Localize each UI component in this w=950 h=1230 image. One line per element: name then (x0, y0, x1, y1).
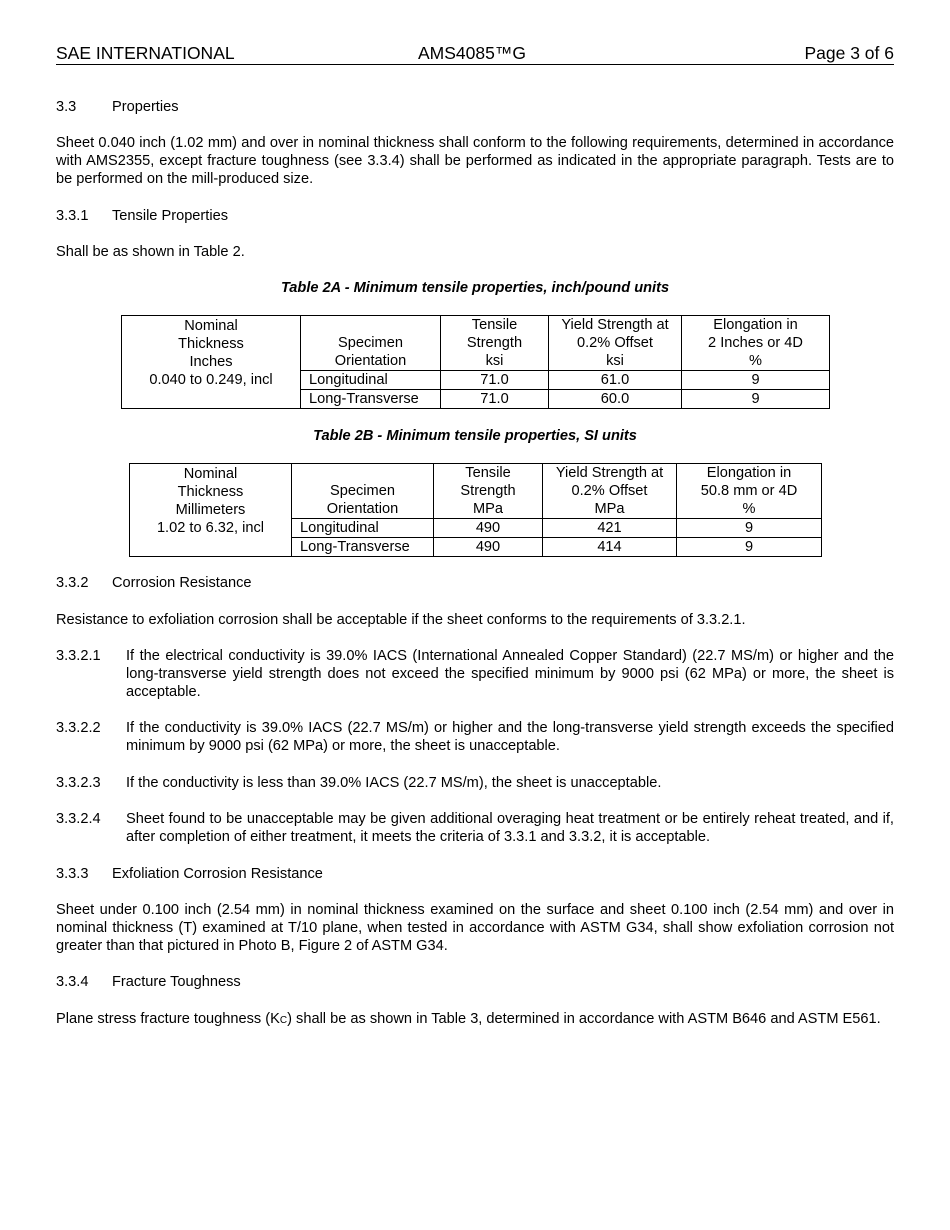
item-number: 3.3.2.2 (56, 720, 101, 736)
header-line: Millimeters (175, 501, 246, 518)
item-number: 3.3.2.4 (56, 811, 101, 827)
column-header (543, 464, 677, 519)
header-line: Strength (466, 335, 523, 351)
section-title: Properties (112, 99, 179, 115)
section-3-3-3-heading (56, 865, 894, 883)
section-title: Fracture Toughness (112, 974, 241, 990)
section-3-3-4-heading (56, 973, 894, 991)
header-line (292, 464, 433, 482)
list-item (56, 810, 894, 846)
list-item (56, 774, 894, 792)
header-line: Inches (189, 353, 233, 370)
header-line: 2 Inches or 4D (708, 335, 803, 351)
header-page: Page 3 of 6 (804, 43, 894, 63)
header-doc-id: AMS4085™G (418, 43, 526, 63)
header-line: 0.2% Offset (571, 483, 648, 499)
table-cell: 421 (543, 519, 677, 538)
section-3-3-2-heading (56, 574, 894, 592)
header-line: Strength (460, 483, 516, 499)
table-row (130, 519, 822, 538)
header-line: Yield Strength at (555, 465, 664, 481)
column-header (677, 464, 822, 519)
item-text: If the electrical conductivity is 39.0% IACS (International Annealed Copper Standard) (22.7 MS/m) or higher and the long-transverse yield strength does not exceed the specified minimum by 9000 psi (62 MPa) or more, the sheet is acceptable. (126, 648, 894, 700)
header-line (301, 316, 440, 334)
section-3-3-text: Sheet 0.040 inch (1.02 mm) and over in nominal thickness shall conform to the following requirements, determined in accordance with AMS2355, except fracture toughness (see 3.3.4) shall be performed as indicated in the appropriate paragraph. Tests are to be performed on the mill-produced size. (56, 135, 894, 187)
section-title: Tensile Properties (112, 208, 228, 224)
header-line: ksi (606, 353, 624, 369)
header-line: MPa (594, 501, 625, 517)
header-line: Nominal (184, 317, 238, 334)
header-line: Specimen (338, 335, 403, 351)
section-3-3-2-text: Resistance to exfoliation corrosion shall be acceptable if the sheet conforms to the requirements of 3.3.2.1. (56, 612, 746, 628)
table-cell: 9 (682, 371, 830, 390)
header-line: Elongation in (713, 317, 798, 333)
table-2a-caption: Table 2A - Minimum tensile properties, inch/pound units (280, 280, 670, 296)
header-line: % (749, 353, 762, 369)
header-line: Elongation in (706, 465, 792, 481)
table-cell: 9 (682, 390, 830, 409)
table-header-row (130, 464, 822, 519)
thickness-cell: 0.040 to 0.249, incl (122, 371, 301, 409)
header-line: Yield Strength at (561, 317, 669, 333)
section-title: Exfoliation Corrosion Resistance (112, 866, 323, 882)
table-cell: 60.0 (549, 390, 682, 409)
section-number: 3.3.3 (56, 866, 89, 882)
header-line: % (742, 501, 756, 517)
column-header (292, 464, 434, 519)
list-item (56, 719, 894, 755)
table-row (122, 371, 830, 390)
item-text: If the conductivity is less than 39.0% IACS (22.7 MS/m), the sheet is unacceptable. (126, 775, 662, 791)
thickness-cell: 1.02 to 6.32, incl (130, 519, 292, 557)
subscript: C (279, 1015, 288, 1026)
table-cell: 71.0 (441, 390, 549, 409)
item-number: 3.3.2.1 (56, 648, 101, 664)
section-3-3-4-text (56, 1010, 894, 1030)
item-text: If the conductivity is 39.0% IACS (22.7 MS/m) or higher and the long-transverse yield strength exceeds the specified minimum by 9000 psi (62 MPa) or more, the sheet is unacceptable. (126, 720, 894, 754)
header-line: 50.8 mm or 4D (700, 483, 798, 499)
table-2a (121, 315, 830, 409)
table-header-row (122, 316, 830, 371)
table-cell: 414 (543, 538, 677, 557)
header-line: Tensile (471, 317, 518, 333)
table-cell: Longitudinal (301, 371, 441, 390)
table-2b (129, 463, 822, 557)
header-line: Thickness (178, 335, 244, 352)
header-line: 0.2% Offset (577, 335, 653, 351)
column-header (130, 464, 292, 519)
table-cell: Longitudinal (292, 519, 434, 538)
section-3-3-1-heading (56, 207, 894, 225)
header-line: Tensile (465, 465, 511, 481)
section-number: 3.3 (56, 99, 77, 115)
table-2b-caption: Table 2B - Minimum tensile properties, SI units (313, 428, 637, 444)
table-cell: 9 (677, 538, 822, 557)
header-line: Orientation (334, 353, 407, 369)
table-cell: 9 (677, 519, 822, 538)
section-number: 3.3.1 (56, 208, 89, 224)
column-header (122, 316, 301, 371)
header-org: SAE INTERNATIONAL (56, 43, 235, 63)
table-cell: Long-Transverse (301, 390, 441, 409)
table-cell: 71.0 (441, 371, 549, 390)
section-title: Corrosion Resistance (112, 575, 252, 591)
header-line: MPa (472, 501, 503, 517)
column-header (441, 316, 549, 371)
section-3-3-1-text: Shall be as shown in Table 2. (56, 244, 245, 260)
section-3-3-heading (56, 98, 894, 116)
section-number: 3.3.2 (56, 575, 89, 591)
item-number: 3.3.2.3 (56, 775, 101, 791)
text: Plane stress fracture toughness (K (56, 1011, 280, 1027)
item-text: Sheet found to be unacceptable may be given additional overaging heat treatment or be entirely reheat treated, and if, after completion of either treatment, it meets the criteria of 3.3.1 and 3.3.2, it is acceptable. (126, 811, 894, 845)
table-cell: Long-Transverse (292, 538, 434, 557)
header-line: Orientation (326, 501, 399, 517)
column-header (549, 316, 682, 371)
column-header (301, 316, 441, 371)
section-3-3-3-text: Sheet under 0.100 inch (2.54 mm) in nominal thickness examined on the surface and sheet 0.100 inch (2.54 mm) and over in nominal thickness (T) examined at T/10 plane, when tested in accordance with ASTM G34, shall show exfoliation corrosion not greater than that pictured in Photo B, Figure 2 of ASTM G34. (56, 902, 894, 954)
page-header (56, 44, 894, 65)
column-header (434, 464, 543, 519)
header-line: Nominal (183, 465, 238, 482)
table-cell: 490 (434, 519, 543, 538)
table-cell: 490 (434, 538, 543, 557)
table-cell: 61.0 (549, 371, 682, 390)
section-number: 3.3.4 (56, 974, 89, 990)
header-line: ksi (485, 353, 504, 369)
text: ) shall be as shown in Table 3, determined in accordance with ASTM B646 and ASTM E561. (287, 1011, 881, 1027)
column-header (682, 316, 830, 371)
header-line: Thickness (177, 483, 244, 500)
list-item (56, 647, 894, 701)
header-line: Specimen (330, 483, 395, 499)
